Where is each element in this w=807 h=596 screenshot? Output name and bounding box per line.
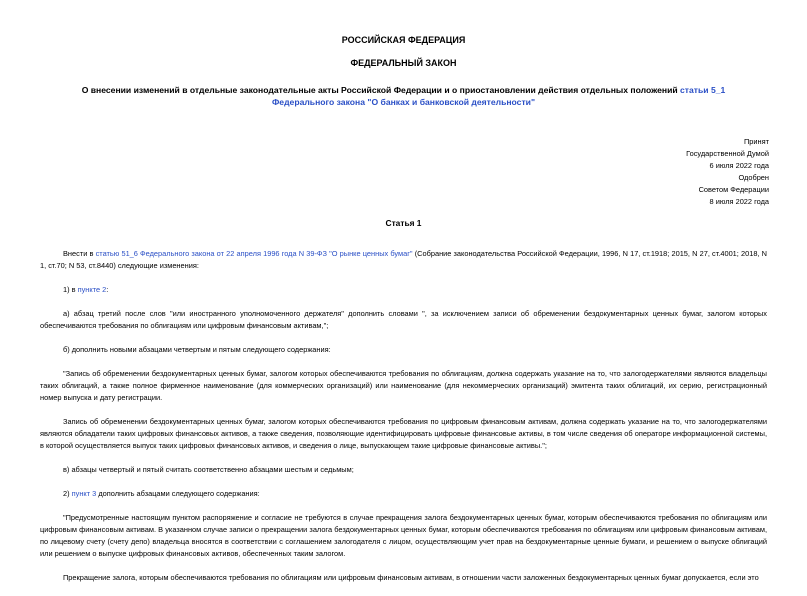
law-title-link-article[interactable]: статьи 5_1 <box>680 85 726 95</box>
law-type-heading: ФЕДЕРАЛЬНЫЙ ЗАКОН <box>350 58 457 68</box>
adoption-line-council-date: 8 июля 2022 года <box>709 197 769 206</box>
paragraph-subitem-a: а) абзац третий после слов "или иностранного уполномоченного держателя" дополнить словами ", за исключением записи об обременении бездокументарных ценных бумаг, залогом которых обеспечиваются требования по облигациям или цифровым финансовым активам,"; <box>40 309 767 330</box>
paragraph-item-1 <box>40 284 767 296</box>
adoption-line-adopted: Принят <box>743 137 769 146</box>
paragraph-subitem-c: в) абзацы четвертый и пятый считать соответственно абзацами шестым и седьмым; <box>63 465 354 474</box>
paragraph-quote-3: "Предусмотренные настоящим пунктом распоряжение и согласие не требуются в случае прекращения залога бездокументарных ценных бумаг, которым обеспечиваются требования по облигациям или цифровым финансовым активам. В указанном случае записи о прекращении залога бездокументарных ценных бумаг, которым обеспечиваются требования по облигациям или цифровым финансовым активам, по лицевому счету (счету депо) владельца вносятся в соответствии с соглашением залогодателя с лицом, осуществляющим учет прав на бездокументарные ценные бумаги, и решением о выпуске облигаций или решением о выпуске цифровых финансовых активов, обеспеченных таким залогом. <box>40 513 767 558</box>
paragraph-quote-4: Прекращение залога, которым обеспечиваются требования по облигациям или цифровым финансовым активам, в отношении части заложенных бездокументарных ценных бумаг допускается, если это <box>63 573 759 582</box>
paragraph-subitem-b: б) дополнить новыми абзацами четвертым и пятым следующего содержания: <box>63 345 331 354</box>
paragraph-item-2-text-b: дополнить абзацами следующего содержания: <box>96 489 260 498</box>
adoption-line-approved: Одобрен <box>738 173 769 182</box>
law-title-link-federal-law[interactable]: Федерального закона "О банках и банковской деятельности" <box>271 97 536 107</box>
link-article-51-6[interactable]: статью 51_6 Федерального закона от 22 апреля 1996 года N 39-ФЗ "О рынке ценных бумаг" <box>95 249 413 258</box>
paragraph-item-2-text-a: 2) <box>63 489 72 498</box>
paragraph-item-1-text-a: 1) в <box>63 285 78 294</box>
law-title-text: О внесении изменений в отдельные законодательные акты Российской Федерации и о приостановлении действия отдельных положений <box>81 85 681 95</box>
adoption-line-council: Советом Федерации <box>698 185 769 194</box>
paragraph-quote-2: Запись об обременении бездокументарных ценных бумаг, залогом которых обеспечиваются требования по цифровым финансовым активам, должна содержать указание на то, что залогодержателями являются обладатели таких цифровых финансовых активов, а также сведения, позволяющие идентифицировать цифровые финансовые активы, в том числе сведения об операторе информационной системы, в которой осуществляется выпуск таких цифровых финансовых активов, и сведения о лице, выпускающем такие цифровые финансовые активы."; <box>40 417 767 450</box>
paragraph-item-2 <box>40 488 767 500</box>
paragraph-intro <box>40 248 767 272</box>
adoption-line-duma-date: 6 июля 2022 года <box>709 161 769 170</box>
paragraph-intro-text-b: (Собрание законодательства Российской Федерации, 1996, N 17, ст.1918; 2015, N 27, ст.4001; 2018, N 1, ст.70; N 53, ст.8440) следующие изменения: <box>40 249 767 270</box>
paragraph-quote-1: "Запись об обременении бездокументарных ценных бумаг, залогом которых обеспечиваются требования по облигациям, должна содержать указание на то, что залогодержателями являются владельцы таких облигаций, а также полное фирменное наименование (для коммерческих организаций) или наименование (для некоммерческих организаций) эмитента таких облигаций, их серию, регистрационный номер выпуска и дату регистрации. <box>40 369 767 402</box>
paragraph-item-1-text-b: : <box>106 285 109 294</box>
country-heading: РОССИЙСКАЯ ФЕДЕРАЦИЯ <box>341 35 466 45</box>
document-body <box>40 248 767 596</box>
link-point-3[interactable]: пункт 3 <box>71 489 97 498</box>
adoption-line-duma: Государственной Думой <box>686 149 769 158</box>
law-title <box>40 84 767 108</box>
article-heading: Статья 1 <box>385 218 422 228</box>
paragraph-intro-text-a: Внести в <box>63 249 96 258</box>
adoption-block <box>686 136 769 208</box>
link-point-2[interactable]: пункте 2 <box>77 285 107 294</box>
